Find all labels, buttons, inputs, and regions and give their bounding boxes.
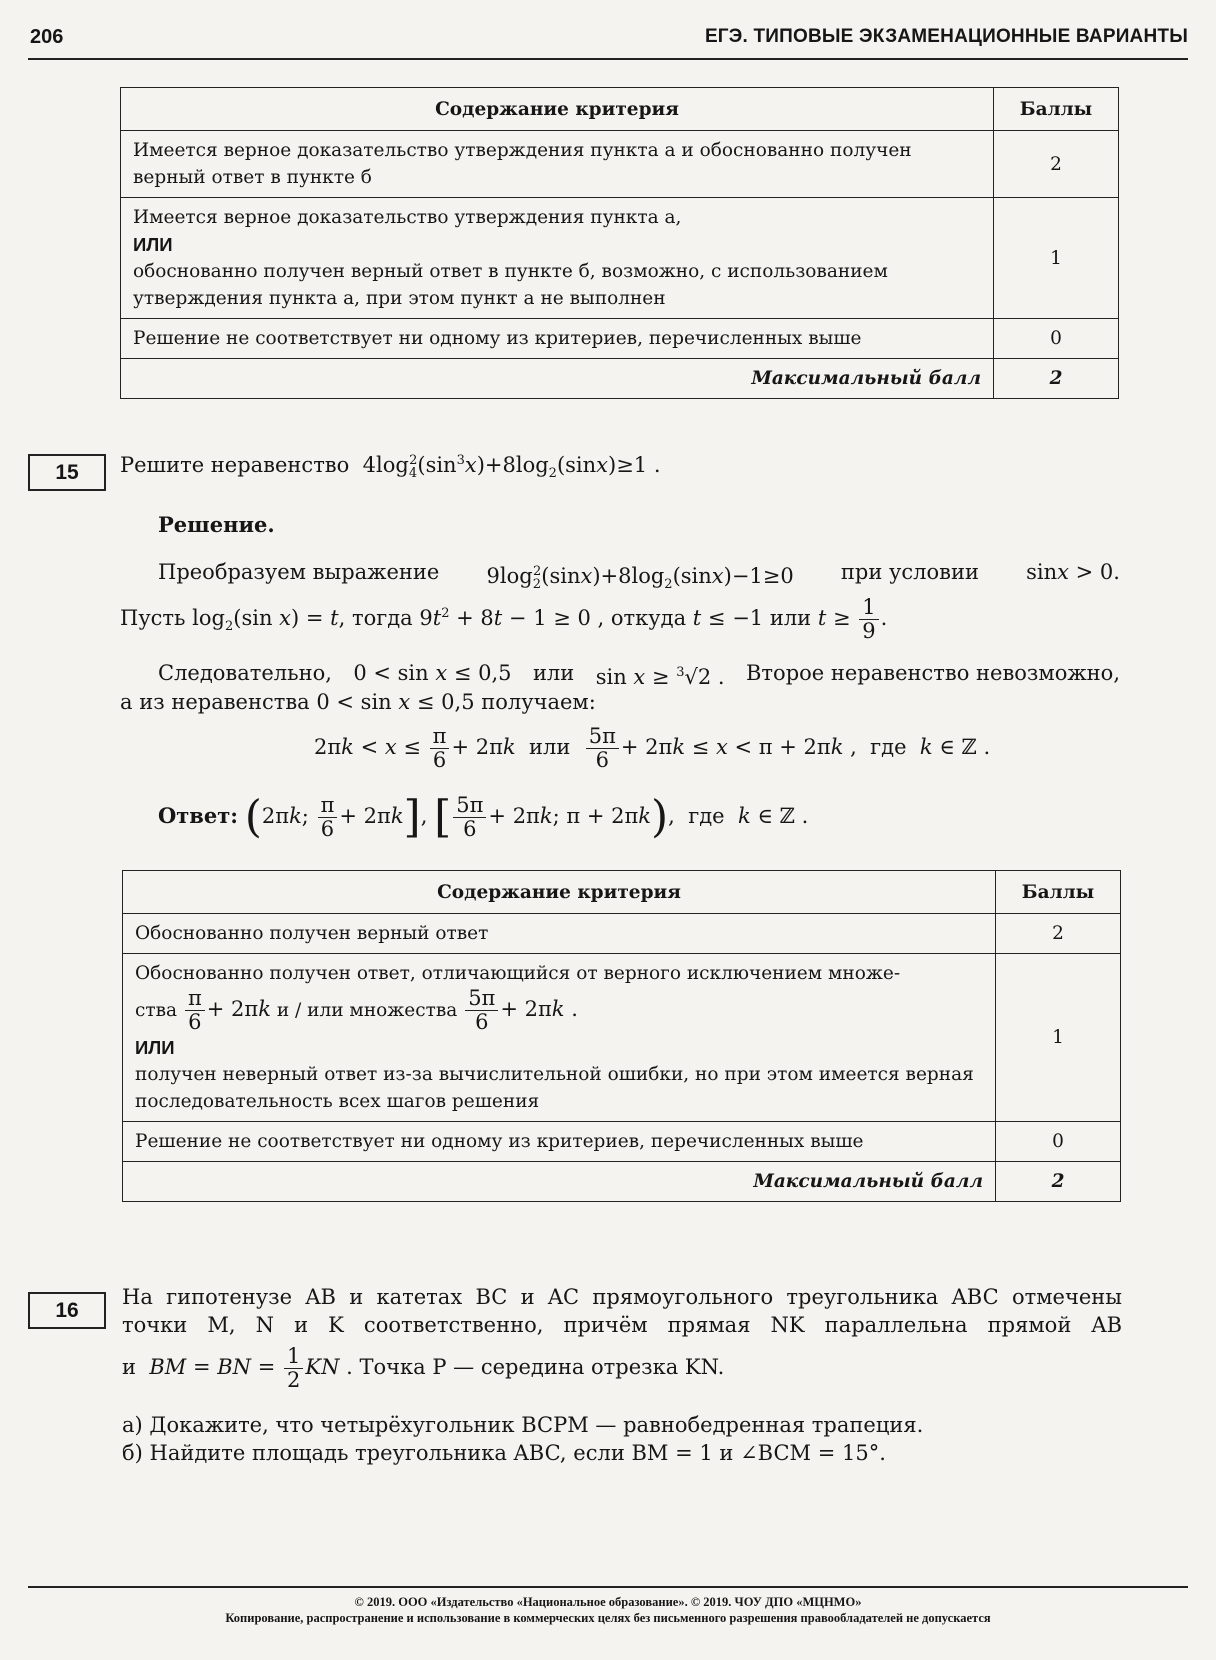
task-number-15: 15 bbox=[28, 454, 106, 491]
criterion-text: Обоснованно получен верный ответ bbox=[123, 914, 996, 954]
criterion-text bbox=[121, 198, 994, 319]
criterion-points: 1 bbox=[994, 198, 1119, 319]
task-15-statement: Решите неравенство $4\log_4^2(\sin^3x)+8\log_2(\sin x)\ge 1$ . bbox=[120, 453, 661, 482]
table-row-max bbox=[123, 1162, 1121, 1202]
task-16-line-2: точки M, N и K соответственно, причём прямая NK параллельна прямой AB bbox=[122, 1313, 1122, 1337]
criteria-table-15 bbox=[122, 870, 1121, 1202]
task-16-part-a: а) Докажите, что четырёхугольник BCPM — равнобедренная трапеция. bbox=[122, 1413, 924, 1437]
table-row bbox=[121, 131, 1119, 198]
solution-intervals: 2πk < x ≤ $\frac{\pi}{6}$ + 2πk или $\frac{5\pi}{6}$ + 2πk ≤ x < π + 2πk , где k ∈ ℤ . bbox=[314, 724, 991, 772]
table-row-max bbox=[121, 359, 1119, 399]
task-16-part-b: б) Найдите площадь треугольника ABC, если BM = 1 и ∠BCM = 15°. bbox=[122, 1441, 886, 1465]
solution-line-2: Пусть $\log_2(\sin$ x) = t, тогда $9t^2 + 8t - 1 \ge 0$ , откуда t ≤ −1 или t ≥ $\frac{1}{9}$ . bbox=[120, 595, 888, 643]
task-16-line-3: и BM = BN = $\frac{1}{2}$ KN . Точка P — середина отрезка KN. bbox=[122, 1344, 725, 1392]
footer-line-2: Копирование, распространение и использование в коммерческих целях без письменного разрешения правообладателей не допускается bbox=[225, 1611, 991, 1625]
table-header-points: Баллы bbox=[996, 871, 1121, 914]
criterion-text-a: Имеется верное доказательство утверждения пункта а, bbox=[133, 207, 682, 228]
answer: Ответ: (2πk; $\frac{\pi}{6}$ + 2πk], [ $\frac{5\pi}{6}$ + 2πk; π + 2πk), где k ∈ ℤ . bbox=[158, 791, 809, 843]
table-row bbox=[123, 914, 1121, 954]
solution-line-1: Преобразуем выражение $9\log_2^2(\sin x)+8\log_2(\sin x)-1\ge 0$ при условии sinx > 0. bbox=[158, 560, 1120, 593]
criterion-text-a2: ства $\frac{\pi}{6}$ + 2πk и / или множества $\frac{5\pi}{6}$ + 2πk . bbox=[135, 986, 578, 1034]
criterion-points: 2 bbox=[994, 131, 1119, 198]
criterion-or: ИЛИ bbox=[135, 1037, 175, 1058]
copyright-footer bbox=[28, 1586, 1188, 1626]
table-row bbox=[121, 198, 1119, 319]
max-score-value: 2 bbox=[994, 359, 1119, 399]
page-header bbox=[28, 22, 1188, 60]
inequality: $4\log_4^2(\sin^3x)+8\log_2(\sin x)\ge 1$ . bbox=[362, 453, 661, 482]
table-header-content: Содержание критерия bbox=[121, 88, 994, 131]
table-row bbox=[121, 319, 1119, 359]
solution-line-4: а из неравенства 0 < sin x ≤ 0,5 получаем: bbox=[120, 690, 596, 714]
solution-label: Решение. bbox=[158, 512, 275, 537]
criterion-text-b: обоснованно получен верный ответ в пункте б, возможно, с использованием утверждения пункта а, при этом пункт а не выполнен bbox=[133, 261, 888, 309]
running-title: ЕГЭ. ТИПОВЫЕ ЭКЗАМЕНАЦИОННЫЕ ВАРИАНТЫ bbox=[704, 26, 1188, 47]
solution-line-3: Следовательно, 0 < sin x ≤ 0,5 или sin x ≥ $^3$√2 . Второе неравенство невозможно, bbox=[158, 661, 1120, 689]
criterion-points: 1 bbox=[996, 954, 1121, 1122]
table-row bbox=[123, 1122, 1121, 1162]
table-header-content: Содержание критерия bbox=[123, 871, 996, 914]
criterion-text: Имеется верное доказательство утверждения пункта а и обоснованно получен верный ответ в пункте б bbox=[121, 131, 994, 198]
page-number: 206 bbox=[30, 26, 64, 48]
criterion-or: ИЛИ bbox=[133, 234, 173, 255]
criterion-text-a: Обоснованно получен ответ, отличающийся от верного исключением множе- bbox=[135, 963, 901, 984]
criterion-points: 0 bbox=[994, 319, 1119, 359]
task-16-line-1: На гипотенузе AB и катетах BC и AC прямоугольного треугольника ABC отмечены bbox=[122, 1285, 1122, 1309]
max-score-label: Максимальный балл bbox=[123, 1162, 996, 1202]
footer-line-1: © 2019. ООО «Издательство «Национальное образование». © 2019. ЧОУ ДПО «МЦНМО» bbox=[354, 1595, 862, 1609]
criterion-points: 0 bbox=[996, 1122, 1121, 1162]
criteria-table-14 bbox=[120, 87, 1119, 399]
criterion-points: 2 bbox=[996, 914, 1121, 954]
table-row bbox=[123, 954, 1121, 1122]
criterion-text bbox=[123, 954, 996, 1122]
criterion-text: Решение не соответствует ни одному из критериев, перечисленных выше bbox=[121, 319, 994, 359]
criterion-text: Решение не соответствует ни одному из критериев, перечисленных выше bbox=[123, 1122, 996, 1162]
table-header-points: Баллы bbox=[994, 88, 1119, 131]
criterion-text-b: получен неверный ответ из-за вычислительной ошибки, но при этом имеется верная последовательность всех шагов решения bbox=[135, 1064, 974, 1112]
task-number-16: 16 bbox=[28, 1292, 106, 1329]
max-score-label: Максимальный балл bbox=[121, 359, 994, 399]
max-score-value: 2 bbox=[996, 1162, 1121, 1202]
